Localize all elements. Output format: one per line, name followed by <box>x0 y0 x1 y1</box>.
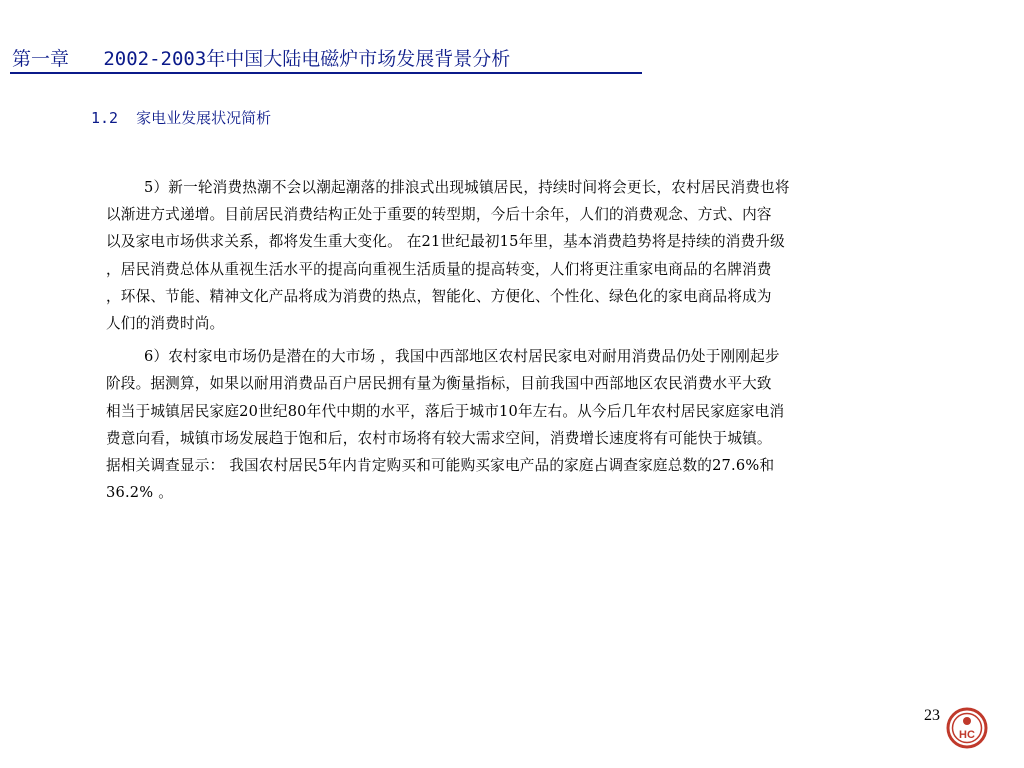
paragraph-6 <box>106 343 946 506</box>
text-line: 据相关调查显示： 我国农村居民5年内肯定购买和可能购买家电产品的家庭占调查家庭总数的27.6%和 <box>106 457 775 475</box>
text-line: 费意向看，城镇市场发展趋于饱和后，农村市场将有较大需求空间，消费增长速度将有可能快于城镇。 <box>106 429 772 447</box>
text-line: 以渐进方式递增。目前居民消费结构正处于重要的转型期，今后十余年，人们的消费观念、方式、内容 <box>106 206 772 224</box>
text-line: 相当于城镇居民家庭20世纪80年代中期的水平，落后于城市10年左右。从今后几年农村居民家庭家电消 <box>106 402 785 420</box>
text-line: 5）新一轮消费热潮不会以潮起潮落的排浪式出现城镇居民，持续时间将会更长，农村居民消费也将 <box>144 179 790 196</box>
paragraph-5 <box>106 174 946 337</box>
text-line: 6）农村家电市场仍是潜在的大市场 ，我国中西部地区农村居民家电对耐用消费品仍处于刚刚起步 <box>144 348 780 366</box>
text-line: 人们的消费时尚。 <box>106 315 225 333</box>
text-line: 阶段。据测算，如果以耐用消费品百户居民拥有量为衡量指标，目前我国中西部地区农民消费水平大致 <box>106 375 772 393</box>
section-title: 1.2 家电业发展状况简析 <box>91 109 272 127</box>
text-line: ，居民消费总体从重视生活水平的提高向重视生活质量的提高转变，人们将更注重家电商品的名牌消费 <box>106 260 772 278</box>
text-line: ，环保、节能、精神文化产品将成为消费的热点，智能化、方便化、个性化、绿色化的家电商品将成为 <box>106 287 772 305</box>
text-line: 36.2% 。 <box>106 484 173 502</box>
body-text <box>106 174 946 512</box>
text-line: 以及家电市场供求关系，都将发生重大变化。 在21世纪最初15年里，基本消费趋势将是持续的消费升级 <box>106 233 785 251</box>
logo-text: HC <box>959 729 975 741</box>
company-logo <box>946 707 988 749</box>
chapter-title: 第一章 2002-2003年中国大陆电磁炉市场发展背景分析 <box>12 48 511 70</box>
page-number: 23 <box>924 707 940 724</box>
title-underline <box>10 72 642 74</box>
